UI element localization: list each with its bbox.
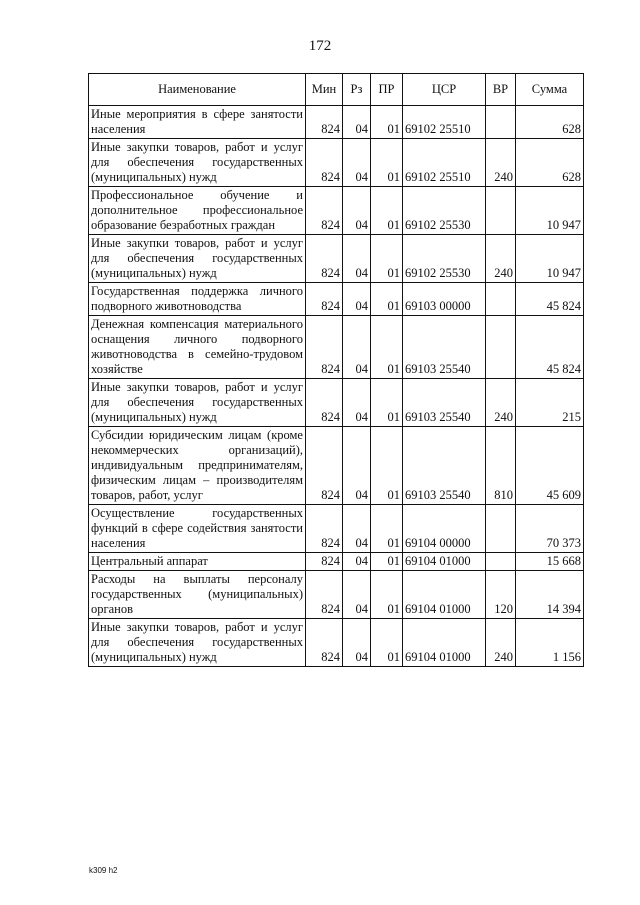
table-row <box>89 283 584 316</box>
cell-sum: 10 947 <box>516 235 584 283</box>
cell-csr: 69102 25510 <box>403 139 486 187</box>
cell-pr: 01 <box>371 139 403 187</box>
cell-min: 824 <box>306 379 343 427</box>
cell-rz: 04 <box>343 553 371 571</box>
table-row <box>89 379 584 427</box>
header-sum: Сумма <box>516 74 584 106</box>
cell-vr <box>486 553 516 571</box>
cell-csr: 69102 25510 <box>403 106 486 139</box>
cell-vr <box>486 505 516 553</box>
cell-sum: 628 <box>516 139 584 187</box>
cell-min: 824 <box>306 106 343 139</box>
table-header-row <box>89 74 584 106</box>
table-row <box>89 106 584 139</box>
cell-sum: 45 609 <box>516 427 584 505</box>
cell-sum: 628 <box>516 106 584 139</box>
cell-sum: 15 668 <box>516 553 584 571</box>
cell-name: Государственная поддержка личного подворного животноводства <box>89 283 306 316</box>
cell-rz: 04 <box>343 571 371 619</box>
cell-min: 824 <box>306 619 343 667</box>
cell-rz: 04 <box>343 139 371 187</box>
cell-rz: 04 <box>343 235 371 283</box>
cell-pr: 01 <box>371 619 403 667</box>
cell-csr: 69103 00000 <box>403 283 486 316</box>
cell-min: 824 <box>306 235 343 283</box>
cell-min: 824 <box>306 553 343 571</box>
cell-pr: 01 <box>371 379 403 427</box>
cell-min: 824 <box>306 283 343 316</box>
cell-pr: 01 <box>371 571 403 619</box>
cell-vr <box>486 316 516 379</box>
cell-sum: 14 394 <box>516 571 584 619</box>
cell-csr: 69104 01000 <box>403 571 486 619</box>
cell-name: Расходы на выплаты персоналу государственных (муниципальных) органов <box>89 571 306 619</box>
table-body <box>89 106 584 667</box>
table-row <box>89 619 584 667</box>
cell-min: 824 <box>306 187 343 235</box>
cell-sum: 45 824 <box>516 316 584 379</box>
page-number: 172 <box>308 38 332 54</box>
cell-name: Иные закупки товаров, работ и услуг для обеспечения государственных (муниципальных) нужд <box>89 139 306 187</box>
table-row <box>89 427 584 505</box>
cell-name: Иные закупки товаров, работ и услуг для обеспечения государственных (муниципальных) нужд <box>89 235 306 283</box>
cell-vr: 240 <box>486 619 516 667</box>
header-name: Наименование <box>89 74 306 106</box>
cell-csr: 69102 25530 <box>403 187 486 235</box>
cell-rz: 04 <box>343 505 371 553</box>
cell-pr: 01 <box>371 553 403 571</box>
table-row <box>89 505 584 553</box>
cell-vr: 240 <box>486 379 516 427</box>
cell-sum: 70 373 <box>516 505 584 553</box>
cell-rz: 04 <box>343 427 371 505</box>
cell-vr <box>486 283 516 316</box>
cell-rz: 04 <box>343 187 371 235</box>
cell-csr: 69103 25540 <box>403 427 486 505</box>
cell-pr: 01 <box>371 106 403 139</box>
cell-pr: 01 <box>371 316 403 379</box>
cell-name: Осуществление государственных функций в сфере содействия занятости населения <box>89 505 306 553</box>
cell-pr: 01 <box>371 427 403 505</box>
table-row <box>89 571 584 619</box>
cell-sum: 10 947 <box>516 187 584 235</box>
cell-vr <box>486 106 516 139</box>
table-row <box>89 235 584 283</box>
cell-name: Центральный аппарат <box>89 553 306 571</box>
cell-name: Денежная компенсация материального оснащения личного подворного животноводства в семейно-трудовом хозяйстве <box>89 316 306 379</box>
header-pr: ПР <box>371 74 403 106</box>
cell-pr: 01 <box>371 235 403 283</box>
cell-csr: 69104 01000 <box>403 619 486 667</box>
cell-pr: 01 <box>371 283 403 316</box>
cell-csr: 69104 01000 <box>403 553 486 571</box>
cell-csr: 69104 00000 <box>403 505 486 553</box>
header-rz: Рз <box>343 74 371 106</box>
cell-vr <box>486 187 516 235</box>
cell-rz: 04 <box>343 619 371 667</box>
table-row <box>89 139 584 187</box>
cell-vr: 120 <box>486 571 516 619</box>
cell-name: Субсидии юридическим лицам (кроме некоммерческих организаций), индивидуальным предпринимателям, физическим лицам – производителям товаров, работ, услуг <box>89 427 306 505</box>
cell-pr: 01 <box>371 187 403 235</box>
cell-min: 824 <box>306 505 343 553</box>
cell-name: Иные закупки товаров, работ и услуг для обеспечения государственных (муниципальных) нужд <box>89 379 306 427</box>
cell-name: Профессиональное обучение и дополнительное профессиональное образование безработных граждан <box>89 187 306 235</box>
cell-rz: 04 <box>343 379 371 427</box>
header-vr: ВР <box>486 74 516 106</box>
table-row <box>89 187 584 235</box>
cell-rz: 04 <box>343 283 371 316</box>
footer-code: k309 h2 <box>89 866 118 875</box>
cell-csr: 69103 25540 <box>403 379 486 427</box>
cell-csr: 69103 25540 <box>403 316 486 379</box>
cell-min: 824 <box>306 316 343 379</box>
cell-name: Иные закупки товаров, работ и услуг для обеспечения государственных (муниципальных) нужд <box>89 619 306 667</box>
cell-min: 824 <box>306 139 343 187</box>
cell-csr: 69102 25530 <box>403 235 486 283</box>
cell-vr: 240 <box>486 139 516 187</box>
cell-rz: 04 <box>343 316 371 379</box>
cell-vr: 240 <box>486 235 516 283</box>
cell-sum: 215 <box>516 379 584 427</box>
cell-pr: 01 <box>371 505 403 553</box>
cell-sum: 1 156 <box>516 619 584 667</box>
header-csr: ЦСР <box>403 74 486 106</box>
cell-name: Иные мероприятия в сфере занятости населения <box>89 106 306 139</box>
header-min: Мин <box>306 74 343 106</box>
budget-table <box>88 73 584 667</box>
cell-sum: 45 824 <box>516 283 584 316</box>
table-row <box>89 553 584 571</box>
table-row <box>89 316 584 379</box>
cell-rz: 04 <box>343 106 371 139</box>
cell-vr: 810 <box>486 427 516 505</box>
cell-min: 824 <box>306 427 343 505</box>
cell-min: 824 <box>306 571 343 619</box>
